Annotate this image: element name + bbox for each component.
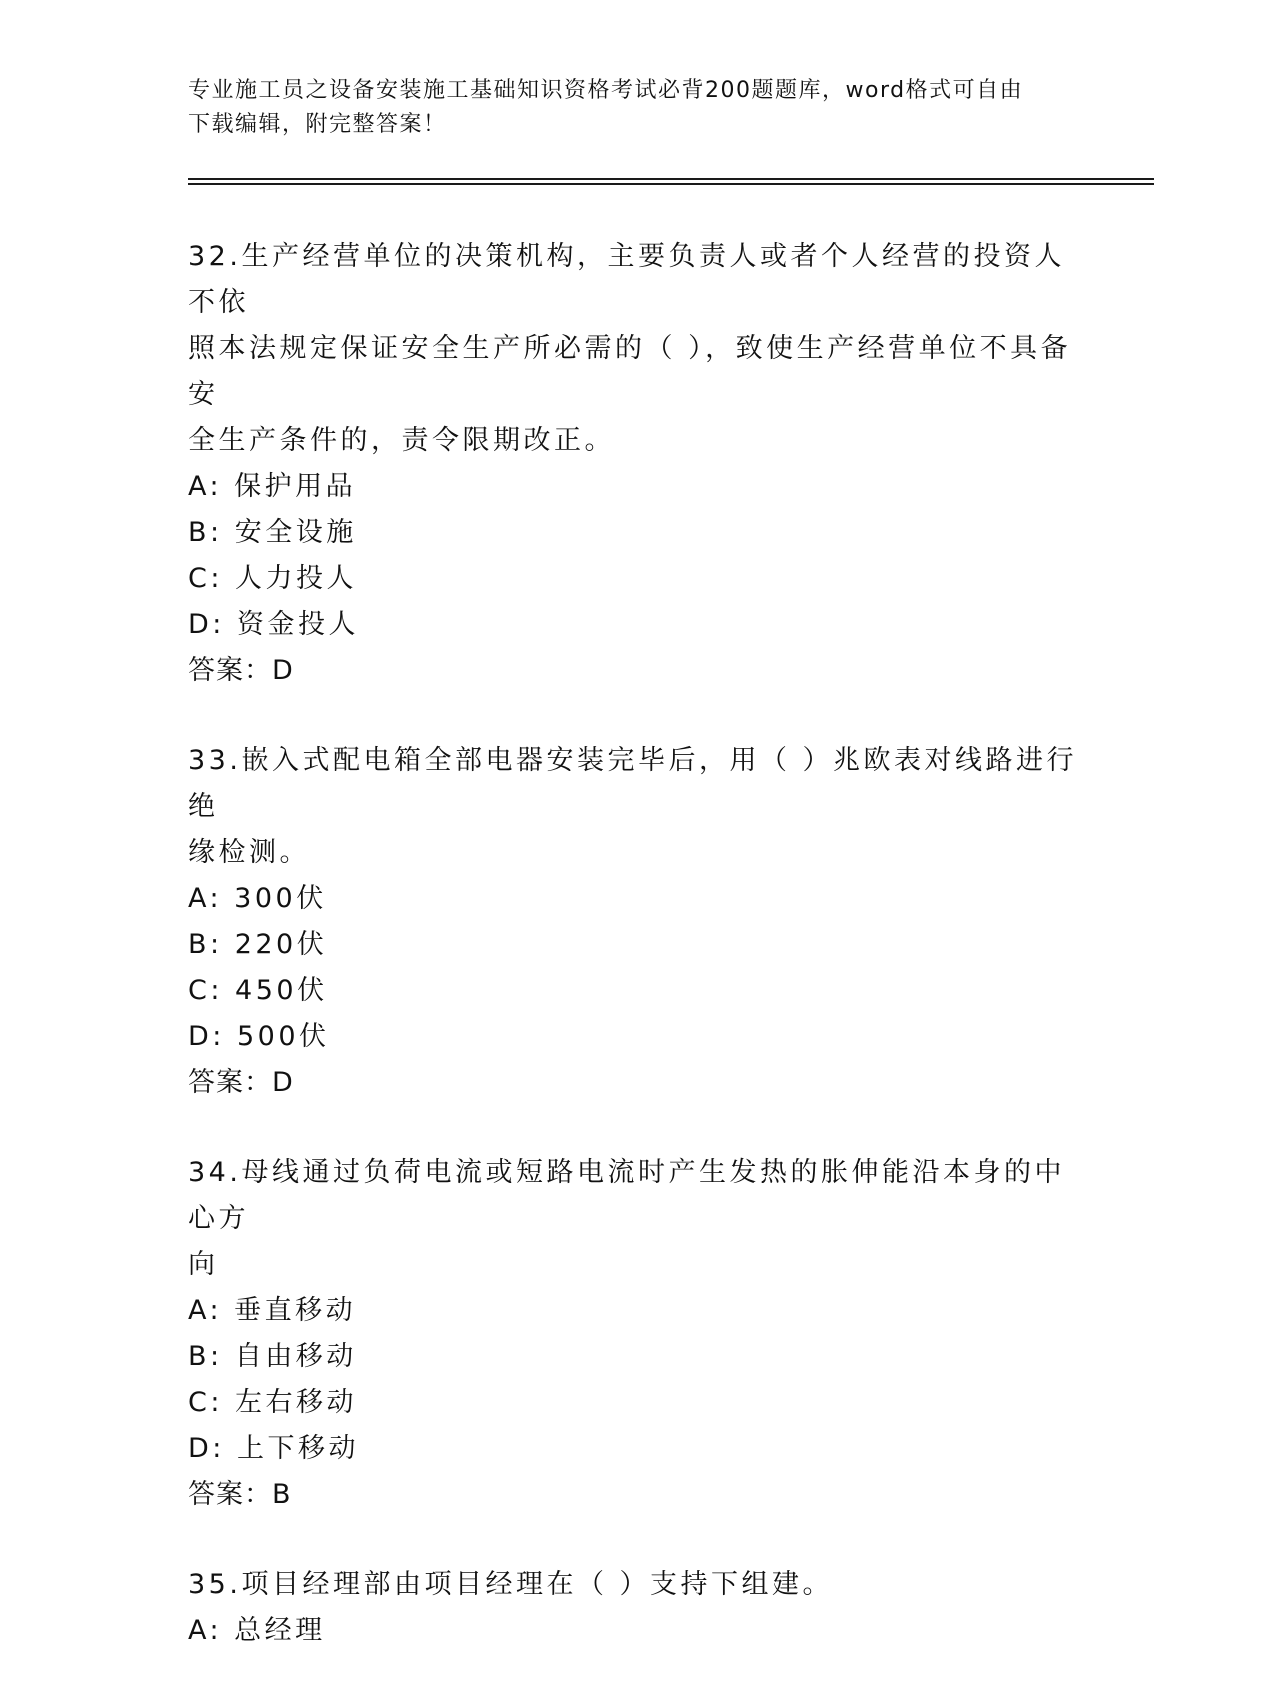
question-text-line: 35.项目经理部由项目经理在（ ）支持下组建。 <box>188 1569 834 1600</box>
header-rule-bottom <box>188 183 1154 185</box>
header-line-1: 专业施工员之设备安装施工基础知识资格考试必背200题题库，word格式可自由 <box>188 78 1024 103</box>
question-text-line: 向 <box>188 1249 219 1280</box>
answer-line: 答案：D <box>188 655 294 686</box>
option-a: A: 保护用品 <box>188 471 357 502</box>
option-c: C: 450伏 <box>188 975 328 1006</box>
question-text-line: 32.生产经营单位的决策机构，主要负责人或者个人经营的投资人不依 <box>188 241 1065 318</box>
question-34 <box>188 1150 1088 1518</box>
question-text-line: 34.母线通过负荷电流或短路电流时产生发热的胀伸能沿本身的中心方 <box>188 1157 1065 1234</box>
question-35 <box>188 1562 1088 1654</box>
document-header <box>188 74 1068 142</box>
option-d: D: 资金投人 <box>188 609 359 640</box>
option-b: B: 安全设施 <box>188 517 357 548</box>
option-a: A: 总经理 <box>188 1615 326 1646</box>
question-list <box>188 234 1088 1698</box>
header-line-2: 下载编辑，附完整答案！ <box>188 112 447 137</box>
question-32 <box>188 234 1088 694</box>
answer-line: 答案：D <box>188 1067 294 1098</box>
question-text-line: 照本法规定保证安全生产所必需的（ ），致使生产经营单位不具备安 <box>188 333 1072 410</box>
question-text-line: 缘检测。 <box>188 837 310 868</box>
option-a: A: 垂直移动 <box>188 1295 357 1326</box>
header-rule-top <box>188 178 1154 180</box>
option-d: D: 上下移动 <box>188 1433 359 1464</box>
option-c: C: 人力投人 <box>188 563 358 594</box>
option-a: A: 300伏 <box>188 883 327 914</box>
option-b: B: 自由移动 <box>188 1341 357 1372</box>
answer-line: 答案：B <box>188 1479 292 1510</box>
option-b: B: 220伏 <box>188 929 328 960</box>
option-c: C: 左右移动 <box>188 1387 358 1418</box>
question-33 <box>188 738 1088 1106</box>
option-d: D: 500伏 <box>188 1021 330 1052</box>
question-text-line: 全生产条件的，责令限期改正。 <box>188 425 615 456</box>
question-text-line: 33.嵌入式配电箱全部电器安装完毕后，用（ ）兆欧表对线路进行绝 <box>188 745 1078 822</box>
